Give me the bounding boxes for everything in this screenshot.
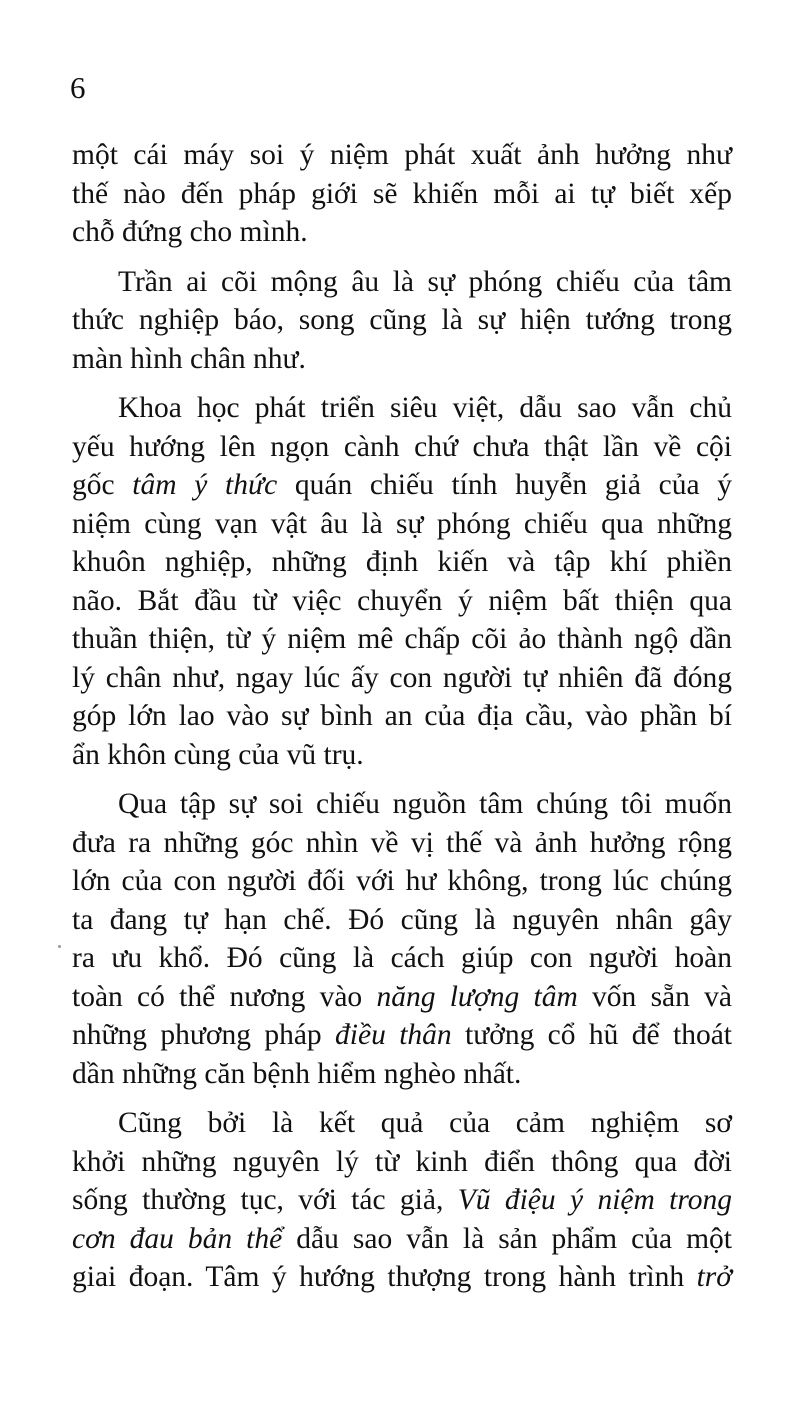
text-run: Qua tập sự soi chiếu nguồn tâm chúng tôi muốn <box>118 788 732 820</box>
paragraph <box>72 785 732 1093</box>
text-run: khởi những nguyên lý từ kinh điển thông qua đời <box>72 1145 732 1178</box>
paragraph <box>72 136 732 252</box>
text-line <box>72 505 732 544</box>
italic-text: cơn đau bản thể <box>72 1222 283 1255</box>
paragraph <box>72 389 732 774</box>
text-run: thức nghiệp báo, song cũng là sự hiện tướng trong <box>72 304 732 336</box>
paragraph <box>72 1104 732 1297</box>
text-run: chỗ đứng cho mình. <box>72 216 308 248</box>
text-line <box>72 659 732 698</box>
text-line <box>72 1016 732 1055</box>
text-line <box>72 978 732 1017</box>
italic-text: năng lượng tâm <box>376 980 578 1013</box>
text-run: toàn có thể nương vào <box>72 980 377 1013</box>
text-line <box>72 1143 732 1182</box>
text-run: những phương pháp <box>72 1019 336 1051</box>
text-run: giai đoạn. Tâm ý hướng thượng trong hành trình <box>72 1261 697 1293</box>
text-run: thế nào đến pháp giới sẽ khiến mỗi ai tự biết xếp <box>72 177 732 210</box>
text-run: ra ưu khổ. Đó cũng là cách giúp con người hoàn <box>72 942 732 974</box>
text-line <box>72 1104 732 1143</box>
text-run: Khoa học phát triển siêu việt, dẫu sao vẫn chủ <box>118 392 732 424</box>
text-line <box>72 1181 732 1220</box>
text-line <box>72 1258 732 1297</box>
text-line <box>72 736 732 775</box>
text-run: quán chiếu tính huyễn giả của ý <box>277 469 732 501</box>
italic-text: Vũ điệu ý niệm trong <box>457 1184 733 1216</box>
text-line <box>72 213 732 252</box>
italic-text: tâm ý thức <box>132 469 278 501</box>
text-line <box>72 939 732 978</box>
italic-text: điều thân <box>335 1019 452 1051</box>
text-line <box>72 301 732 340</box>
page-number: 6 <box>70 70 86 105</box>
text-line <box>72 785 732 824</box>
text-run: sống thường tục, với tác giả, <box>72 1184 458 1216</box>
text-run: ta đang tự hạn chế. Đó cũng là nguyên nhân gây <box>72 903 732 936</box>
text-line <box>72 697 732 736</box>
text-line <box>72 136 732 175</box>
text-run: một cái máy soi ý niệm phát xuất ảnh hưởng như <box>72 139 732 171</box>
text-line <box>72 175 732 214</box>
text-line <box>72 543 732 582</box>
text-line <box>72 263 732 302</box>
text-run: ẩn khôn cùng của vũ trụ. <box>72 738 364 771</box>
text-line <box>72 466 732 505</box>
text-run: đưa ra những góc nhìn về vị thế và ảnh hưởng rộng <box>72 826 732 859</box>
text-line <box>72 620 732 659</box>
text-line <box>72 901 732 940</box>
text-run: khuôn nghiệp, những định kiến và tập khí phiền <box>72 546 732 578</box>
text-run: niệm cùng vạn vật âu là sự phóng chiếu qua những <box>72 507 732 540</box>
text-line <box>72 582 732 621</box>
body-text <box>72 136 732 1308</box>
scan-speck <box>58 945 61 948</box>
text-run: màn hình chân như. <box>72 342 306 375</box>
text-run: lý chân như, ngay lúc ấy con người tự nhiên đã đóng <box>72 661 732 694</box>
text-line <box>72 862 732 901</box>
text-line <box>72 1055 732 1094</box>
text-line <box>72 389 732 428</box>
text-line <box>72 824 732 863</box>
text-run: yếu hướng lên ngọn cành chứ chưa thật lần về cội <box>72 430 732 463</box>
text-run: góp lớn lao vào sự bình an của địa cầu, vào phần bí <box>72 700 732 732</box>
text-run: dẫu sao vẫn là sản phẩm của một <box>282 1222 732 1255</box>
text-run: vốn sẵn và <box>577 980 733 1013</box>
text-run: lớn của con người đối với hư không, trong lúc chúng <box>72 865 732 897</box>
text-line <box>72 340 732 379</box>
text-line <box>72 1220 732 1259</box>
text-run: não. Bắt đầu từ việc chuyển ý niệm bất thiện qua <box>72 584 732 617</box>
paragraph <box>72 263 732 379</box>
text-run: Cũng bởi là kết quả của cảm nghiệm sơ <box>118 1107 732 1139</box>
text-run: gốc <box>72 469 133 501</box>
italic-text: trở <box>696 1261 732 1293</box>
text-run: Trần ai cõi mộng âu là sự phóng chiếu của tâm <box>118 265 732 298</box>
text-run: dần những căn bệnh hiểm nghèo nhất. <box>72 1057 522 1090</box>
text-run: thuần thiện, từ ý niệm mê chấp cõi ảo thành ngộ dần <box>72 623 732 655</box>
text-run: tưởng cổ hũ để thoát <box>451 1019 732 1051</box>
text-line <box>72 428 732 467</box>
